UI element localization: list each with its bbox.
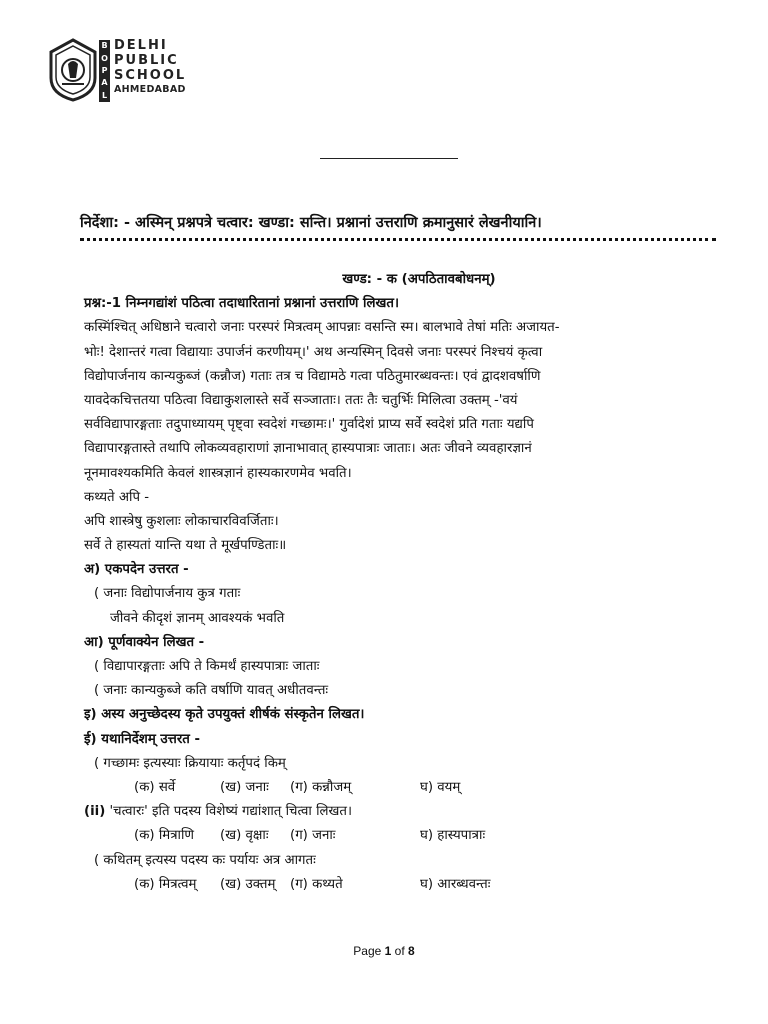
option: (क) मित्रत्वम् — [134, 876, 197, 892]
option: घ) वयम् — [420, 779, 461, 795]
passage-line: नूनमावश्यकमिति केवलं शास्त्रज्ञानं हास्यकारणमेव भवति। — [84, 465, 352, 481]
passage-line: विद्यापारङ्गतास्ते तथापि लोकव्यवहाराणां ज्ञानाभावात् हास्यपात्राः जाताः। अतः जीवने व्यवहारज्ञानं — [84, 441, 532, 457]
part-aa-heading: आ) पूर्णवाक्येन लिखत - — [84, 634, 205, 650]
option: (ग) कथ्यते — [290, 876, 343, 892]
page-total: 8 — [408, 944, 415, 958]
logo-city: AHMEDABAD — [114, 84, 186, 95]
option: (ख) जनाः — [220, 779, 269, 795]
passage-line: भोः! देशान्तरं गत्वा विद्यायाः उपार्जनं करणीयम्।' अथ अन्यस्मिन् दिवसे जनाः परस्परं निश्चयं कृत्वा — [84, 344, 543, 360]
logo-line: SCHOOL — [114, 68, 187, 83]
part-ii-question-2 — [84, 800, 724, 824]
option: घ) आरब्धवन्तः — [420, 876, 491, 892]
school-logo — [48, 38, 187, 108]
verse-line: अपि शास्त्रेषु कुशलाः लोकाचारविवर्जिताः। — [84, 513, 279, 529]
options-row — [84, 824, 724, 848]
verse-intro: कथ्यते अपि - — [84, 489, 150, 505]
question-text: 'चत्वारः' इति पदस्य विशेष्यं गद्यांशात् चित्वा लिखत। — [105, 804, 353, 820]
section-title: खण्ड: - क (अपठितावबोधनम्) — [342, 272, 496, 287]
general-instruction: निर्देशा: - अस्मिन् प्रश्नपत्रे चत्वार: खण्डा: सन्ति। प्रश्नानां उत्तराणि क्रमानुसारं लेखनीयानि। — [80, 215, 542, 231]
option: (ख) उक्तम् — [220, 876, 276, 892]
logo-letter: A — [101, 78, 108, 88]
part-aa-item: ( जनाः कान्यकुब्जे कति वर्षाणि यावत् अधीतवन्तः — [94, 683, 329, 699]
logo-line: DELHI — [114, 38, 168, 53]
part-i-heading: इ) अस्य अनुच्छेदस्य कृते उपयुक्तं शीर्षकं संस्कृतेन लिखत। — [84, 707, 365, 723]
logo-letter: O — [101, 53, 108, 63]
verse-line: सर्वे ते हास्यतां यान्ति यथा ते मूर्खपण्डिताः॥ — [84, 538, 287, 554]
part-a-item: ( जनाः विद्योपार्जनाय कुत्र गताः — [94, 586, 241, 602]
question-number: (ii) — [84, 804, 106, 820]
logo-line: PUBLIC — [114, 53, 179, 68]
dotted-divider — [80, 238, 716, 241]
page-number: 1 — [384, 944, 392, 958]
part-ii-question-1: ( गच्छामः इत्यस्याः क्रियायाः कर्तृपदं किम् — [94, 755, 286, 771]
logo-wordmark — [114, 38, 186, 97]
part-ii-heading: ई) यथानिर्देशम् उत्तरत - — [84, 731, 201, 747]
page-footer — [0, 944, 768, 958]
logo-vertical-band — [99, 40, 110, 102]
question-content — [84, 268, 724, 897]
part-a-heading: अ) एकपदेन उत्तरत - — [84, 562, 189, 578]
passage-line: विद्योपार्जनाय कान्यकुब्जं (कन्नौज) गताः तत्र च विद्यामठे गत्वा पठितुमारब्धवन्तः। एवं द्वादशवर्षाणि — [84, 368, 541, 384]
logo-letter: L — [101, 90, 108, 100]
passage-line: कस्मिंश्चित् अधिष्ठाने चत्वारो जनाः परस्परं मित्रत्वम् आपन्नाः वसन्ति स्म। बालभावे तेषां मतिः अजायत- — [84, 320, 560, 336]
part-a-item: जीवने कीदृशं ज्ञानम् आवश्यकं भवति — [110, 610, 285, 626]
footer-label: Page — [353, 944, 385, 958]
option: (ग) कन्नौजम् — [290, 779, 352, 795]
school-crest-icon — [48, 38, 98, 102]
option: (क) सर्वे — [134, 779, 176, 795]
logo-letter: B — [101, 41, 108, 51]
option: (क) मित्राणि — [134, 828, 195, 844]
options-row — [84, 873, 724, 897]
option: घ) हास्यपात्राः — [420, 828, 486, 844]
name-blank-rule — [320, 158, 458, 159]
logo-letter: P — [101, 65, 108, 75]
option: (ख) वृक्षाः — [220, 828, 269, 844]
footer-label: of — [391, 944, 409, 958]
option: (ग) जनाः — [290, 828, 336, 844]
options-row — [84, 776, 724, 800]
question-heading: प्रश्न:-1 निम्नगद्यांशं पठित्वा तदाधारितानां प्रश्नानां उत्तराणि लिखत। — [84, 296, 399, 312]
passage-line: यावदेकचित्ततया पठित्वा विद्याकुशलास्ते सर्वे सञ्जाताः। ततः तैः चतुर्भिः मिलित्वा उक्तम् -'वयं — [84, 392, 518, 408]
part-ii-question-3: ( कथितम् इत्यस्य पदस्य कः पर्यायः अत्र आगतः — [94, 852, 316, 868]
part-aa-item: ( विद्यापारङ्गताः अपि ते किमर्थं हास्यपात्राः जाताः — [94, 659, 320, 674]
passage-line: सर्वविद्यापारङ्गताः तदुपाध्यायम् पृष्ट्वा स्वदेशं गच्छामः।' गुर्वादेशं प्राप्य सर्वे स्वदेशं प्रति गताः यद्यपि — [84, 417, 534, 433]
